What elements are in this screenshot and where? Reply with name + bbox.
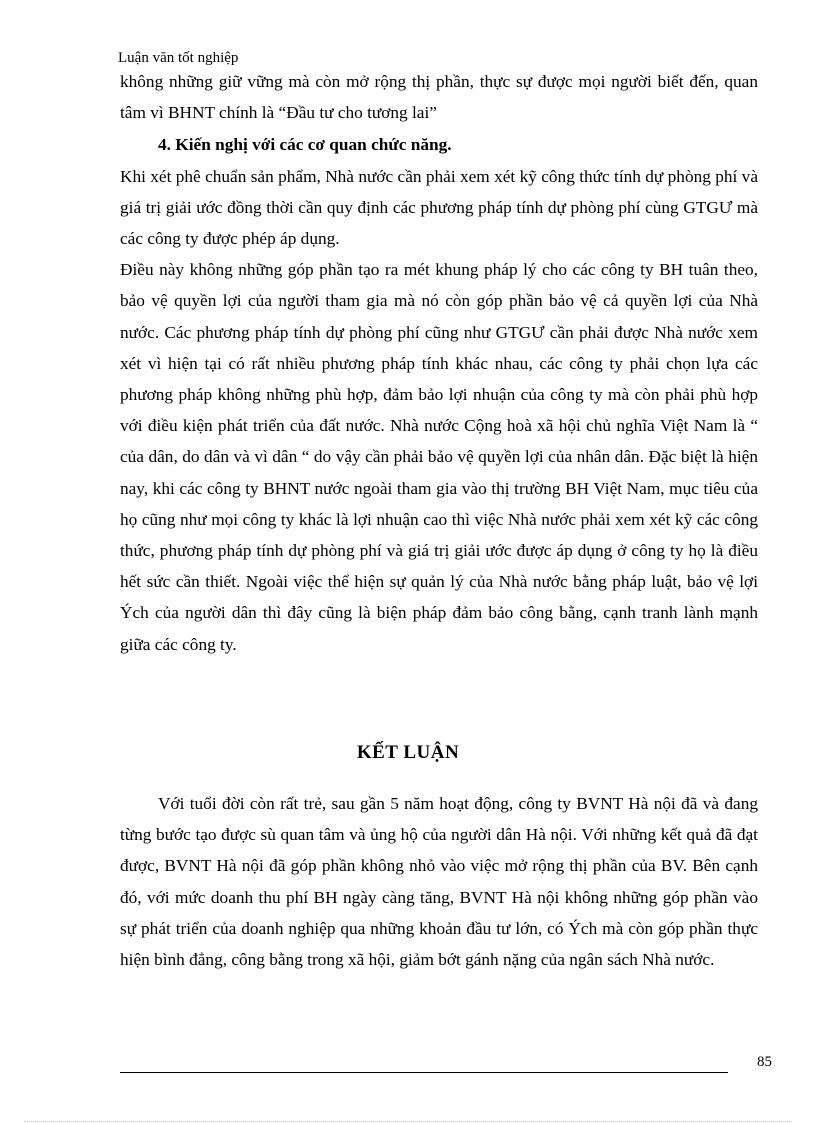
footer-rule — [120, 1072, 728, 1073]
conclusion-body — [120, 788, 758, 975]
running-header: Luận văn tốt nghiệp — [118, 50, 239, 66]
conclusion-title: KẾT LUẬN — [356, 742, 460, 763]
main-body — [120, 66, 758, 660]
recommendation-paragraph-2: Điều này không những góp phần tạo ra mét khung pháp lý cho các công ty BH tuân theo, bảo vệ quyền lợi của người tham gia mà nó còn góp phần bảo vệ cả quyền lợi của Nhà nước. Các phương pháp tính dự phòng phí cũng như GTGƯ cần phải được Nhà nước xem xét vì hiện tại có rất nhiều phương pháp tính khác nhau, các công ty phải chọn lựa các phương pháp không những phù hợp, đảm bảo lợi nhuận của công ty mà còn phải phù hợp với điều kiện phát triển của đất nước. Nhà nước Cộng hoà xã hội chủ nghĩa Việt Nam là “ của dân, do dân và vì dân “ do vậy cần phải bảo vệ quyền lợi của nhân dân. Đặc biệt là hiện nay, khi các công ty BHNT nước ngoài tham gia vào thị trường BH Việt Nam, mục tiêu của họ cũng như mọi công ty khác là lợi nhuận cao thì việc Nhà nước phải xem xét kỹ các công thức, phương pháp tính dự phòng phí và giá trị giải ước được áp dụng ở công ty họ là điều hết sức cần thiết. Ngoài việc thể hiện sự quản lý của Nhà nước bằng pháp luật, bảo vệ lợi Ých của người dân thì đây cũng là biện pháp đảm bảo công bằng, cạnh tranh lành mạnh giữa các công ty. — [120, 260, 758, 654]
conclusion-paragraph: Với tuổi đời còn rất trẻ, sau gần 5 năm hoạt động, công ty BVNT Hà nội đã và đang từng bước tạo được sù quan tâm và ủng hộ của người dân Hà nội. Với những kết quả đã đạt được, BVNT Hà nội đã góp phần không nhỏ vào việc mở rộng thị phần của BV. Bên cạnh đó, với mức doanh thu phí BH ngày càng tăng, BVNT Hà nội không những góp phần vào sự phát triển của doanh nghiệp qua những khoản đầu tư lớn, có Ých mà còn góp phần thực hiện bình đẳng, công bằng trong xã hội, giảm bớt gánh nặng của ngân sách Nhà nước. — [120, 794, 758, 970]
recommendation-paragraph-1: Khi xét phê chuẩn sản phẩm, Nhà nước cần phải xem xét kỹ công thức tính dự phòng phí và giá trị giải ước đồng thời cần quy định các phương pháp tính dự phòng phí cùng GTGƯ mà các công ty được phép áp dụng. — [120, 166, 758, 249]
section-heading: 4. Kiến nghị với các cơ quan chức năng. — [158, 135, 452, 155]
page-number: 85 — [757, 1054, 772, 1070]
page-edge-divider — [24, 1121, 792, 1122]
continuation-paragraph: không những giữ vững mà còn mở rộng thị phần, thực sự được mọi người biết đến, quan tâm vì BHNT chính là “Đầu tư cho tương lai” — [120, 72, 758, 123]
